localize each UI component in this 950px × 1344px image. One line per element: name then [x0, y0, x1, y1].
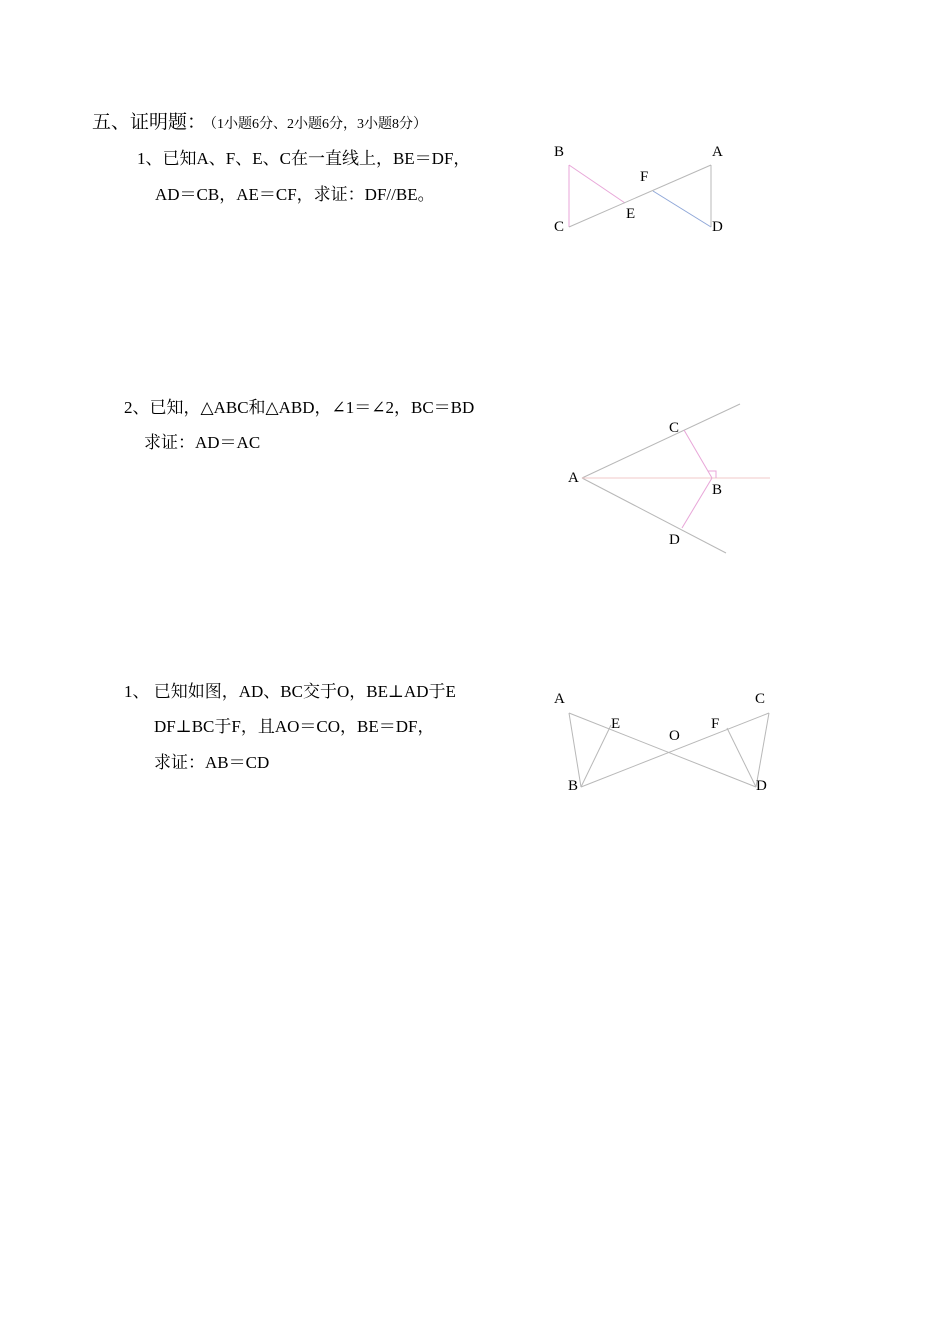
problem2-figure	[560, 395, 780, 565]
segment-BE	[581, 725, 611, 787]
problem2-line1: 2、已知，△ABC和△ABD，∠1＝∠2，BC＝BD	[124, 398, 475, 417]
section-heading	[92, 113, 427, 135]
label-B: B	[554, 144, 565, 160]
problem3-line2: DF⊥BC于F，且AO＝CO，BE＝DF，	[154, 717, 435, 736]
section-title: 五、证明题：	[92, 112, 207, 133]
ray-AD	[582, 478, 726, 553]
segment-CD	[756, 713, 769, 787]
segment-BD	[682, 478, 712, 528]
segment-BE	[569, 165, 625, 203]
label-E: E	[611, 716, 621, 732]
right-angle-mark	[708, 471, 716, 478]
label-D: D	[712, 219, 723, 235]
label-C: C	[669, 420, 680, 436]
segment-AD	[569, 713, 756, 787]
label-B: B	[568, 778, 579, 794]
segment-CB	[684, 430, 712, 478]
label-A: A	[712, 144, 723, 160]
problem3-line3: 求证：AB＝CD	[154, 753, 270, 772]
problem1-line1: 1、已知A、F、E、C在一直线上，BE＝DF，	[137, 149, 471, 168]
label-D: D	[669, 532, 680, 548]
problem3-line1: 1、 已知如图，AD、BC交于O，BE⊥AD于E	[124, 682, 456, 701]
segment-BC	[581, 713, 769, 787]
label-O: O	[669, 728, 680, 744]
label-F: F	[640, 169, 649, 185]
problem1-figure	[540, 135, 760, 245]
label-B: B	[712, 482, 723, 498]
label-D: D	[756, 778, 767, 794]
label-C: C	[554, 219, 565, 235]
segment-FD	[653, 191, 711, 227]
problem1-line2: AD＝CB，AE＝CF，求证：DF//BE。	[155, 185, 435, 204]
problem3-figure	[540, 680, 790, 805]
segment-AB	[569, 713, 581, 787]
label-E: E	[626, 206, 636, 222]
label-A: A	[554, 691, 565, 707]
problem2-line2: 求证：AD＝AC	[144, 433, 261, 452]
label-A: A	[568, 470, 579, 486]
ray-AC	[582, 404, 740, 478]
section-score-note: （1小题6分、2小题6分，3小题8分）	[210, 117, 428, 132]
segment-DF	[727, 728, 756, 787]
label-C: C	[755, 691, 766, 707]
label-F: F	[711, 716, 720, 732]
